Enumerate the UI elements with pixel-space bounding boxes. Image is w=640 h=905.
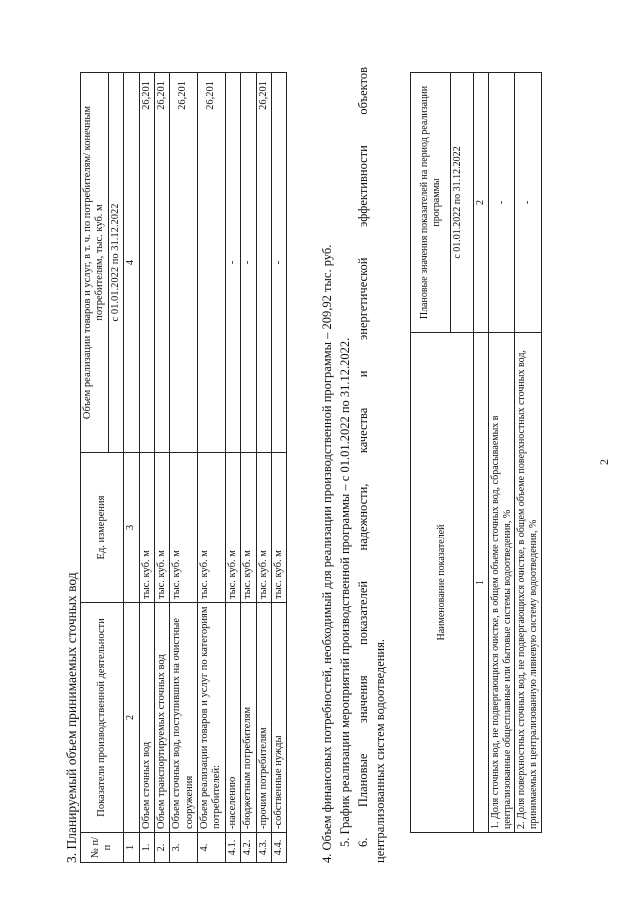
column-number: 1 (124, 833, 139, 863)
row-indicator: Объем сточных вод, поступивших на очистные сооружения (170, 603, 198, 833)
table-row (154, 73, 169, 863)
row-num: 2. (154, 833, 169, 863)
row-num: 4.3. (256, 833, 271, 863)
row-num: 4.2. (241, 833, 256, 863)
table-row (139, 73, 154, 863)
statement-6-line-1: 6. Плановые значения показателей надежности, качества и энергетической эффективности объектов (356, 67, 370, 847)
row-num: 4.1. (225, 833, 240, 863)
row-unit: тыс. куб. м (241, 453, 256, 603)
row-value: 26,201 (154, 73, 169, 453)
row-unit: тыс. куб. м (154, 453, 169, 603)
row-unit: тыс. куб. м (198, 453, 226, 603)
column-number: 1 (474, 333, 489, 833)
row-value: 26,201 (198, 73, 226, 453)
statement-6-line-2: централизованных систем водоотведения. (373, 639, 387, 863)
column-number-row (124, 73, 139, 863)
row-value: - (225, 73, 240, 453)
column-number: 2 (474, 73, 489, 333)
row-num: 4.4. (271, 833, 286, 863)
table-row (515, 73, 542, 833)
row-unit: тыс. куб. м (271, 453, 286, 603)
row-indicator: -прочим потребителям (256, 603, 271, 833)
header-period: с 01.01.2022 по 31.12.2022 (451, 73, 474, 333)
row-indicator: -населению (225, 603, 240, 833)
header-num: № п/п (81, 833, 124, 863)
row-num: 3. (170, 833, 198, 863)
row-unit: тыс. куб. м (225, 453, 240, 603)
row-value: - (271, 73, 286, 453)
header-name: Наименование показателей (411, 333, 474, 833)
indicator-name: 2. Доля поверхностных сточных вод, не подвергающихся очистке, в общем объеме поверхностных сточных вод, принимаемых в централизованную ливневую систему водоотведения, % (515, 333, 542, 833)
header-plan: Плановые значения показателей на период реализации программы (411, 73, 451, 333)
row-unit: тыс. куб. м (170, 453, 198, 603)
table-row (225, 73, 240, 863)
indicator-name: 1. Доля сточных вод, не подвергающихся очистке, в общем объеме сточных вод, сбрасываемых в централизованные общесплавные или бытовые системы водоотведения, % (488, 333, 515, 833)
indicator-value: - (515, 73, 542, 333)
header-period: с 01.01.2022 по 31.12.2022 (108, 73, 123, 453)
statement-4-financial-needs: 4. Объем финансовых потребностей, необходимый для реализации производственной программы – 209,92 тыс. руб. (320, 244, 334, 863)
table-row (488, 73, 515, 833)
row-indicator: -собственные нужды (271, 603, 286, 833)
row-num: 1. (139, 833, 154, 863)
indicators-table (410, 72, 542, 833)
row-value: 26,201 (170, 73, 198, 453)
table-row (170, 73, 198, 863)
header-indicator: Показатели производственной деятельности (81, 603, 124, 833)
row-indicator: Объем сточных вод (139, 603, 154, 833)
section-3-heading: 3. Планируемый объем принимаемых сточных вод (64, 572, 79, 863)
row-unit: тыс. куб. м (256, 453, 271, 603)
row-num: 4. (198, 833, 226, 863)
statement-5-schedule: 5. График реализации мероприятий производственной программы – с 01.01.2022 по 31.12.2022. (338, 337, 352, 847)
row-indicator: Объем реализации товаров и услуг по категориям потребителей: (198, 603, 226, 833)
table-row (271, 73, 286, 863)
table-header-row (81, 73, 109, 863)
table-header-row (411, 73, 451, 833)
page-number: 2 (597, 459, 611, 465)
column-number: 2 (124, 603, 139, 833)
column-number: 3 (124, 453, 139, 603)
wastewater-volume-table (80, 72, 287, 863)
row-indicator: Объем транспортируемых сточных вод (154, 603, 169, 833)
header-volume: Объем реализации товаров и услуг, в т. ч. по потребителям/ конечным потребителям, тыс. куб. м (81, 73, 109, 453)
column-number: 4 (124, 73, 139, 453)
row-unit: тыс. куб. м (139, 453, 154, 603)
row-value: - (241, 73, 256, 453)
header-unit: Ед. измерения (81, 453, 124, 603)
table-row (241, 73, 256, 863)
table-row (256, 73, 271, 863)
column-number-row (474, 73, 489, 833)
table-row (198, 73, 226, 863)
indicator-value: - (488, 73, 515, 333)
row-value: 26,201 (256, 73, 271, 453)
row-value: 26,201 (139, 73, 154, 453)
row-indicator: -бюджетным потребителям (241, 603, 256, 833)
